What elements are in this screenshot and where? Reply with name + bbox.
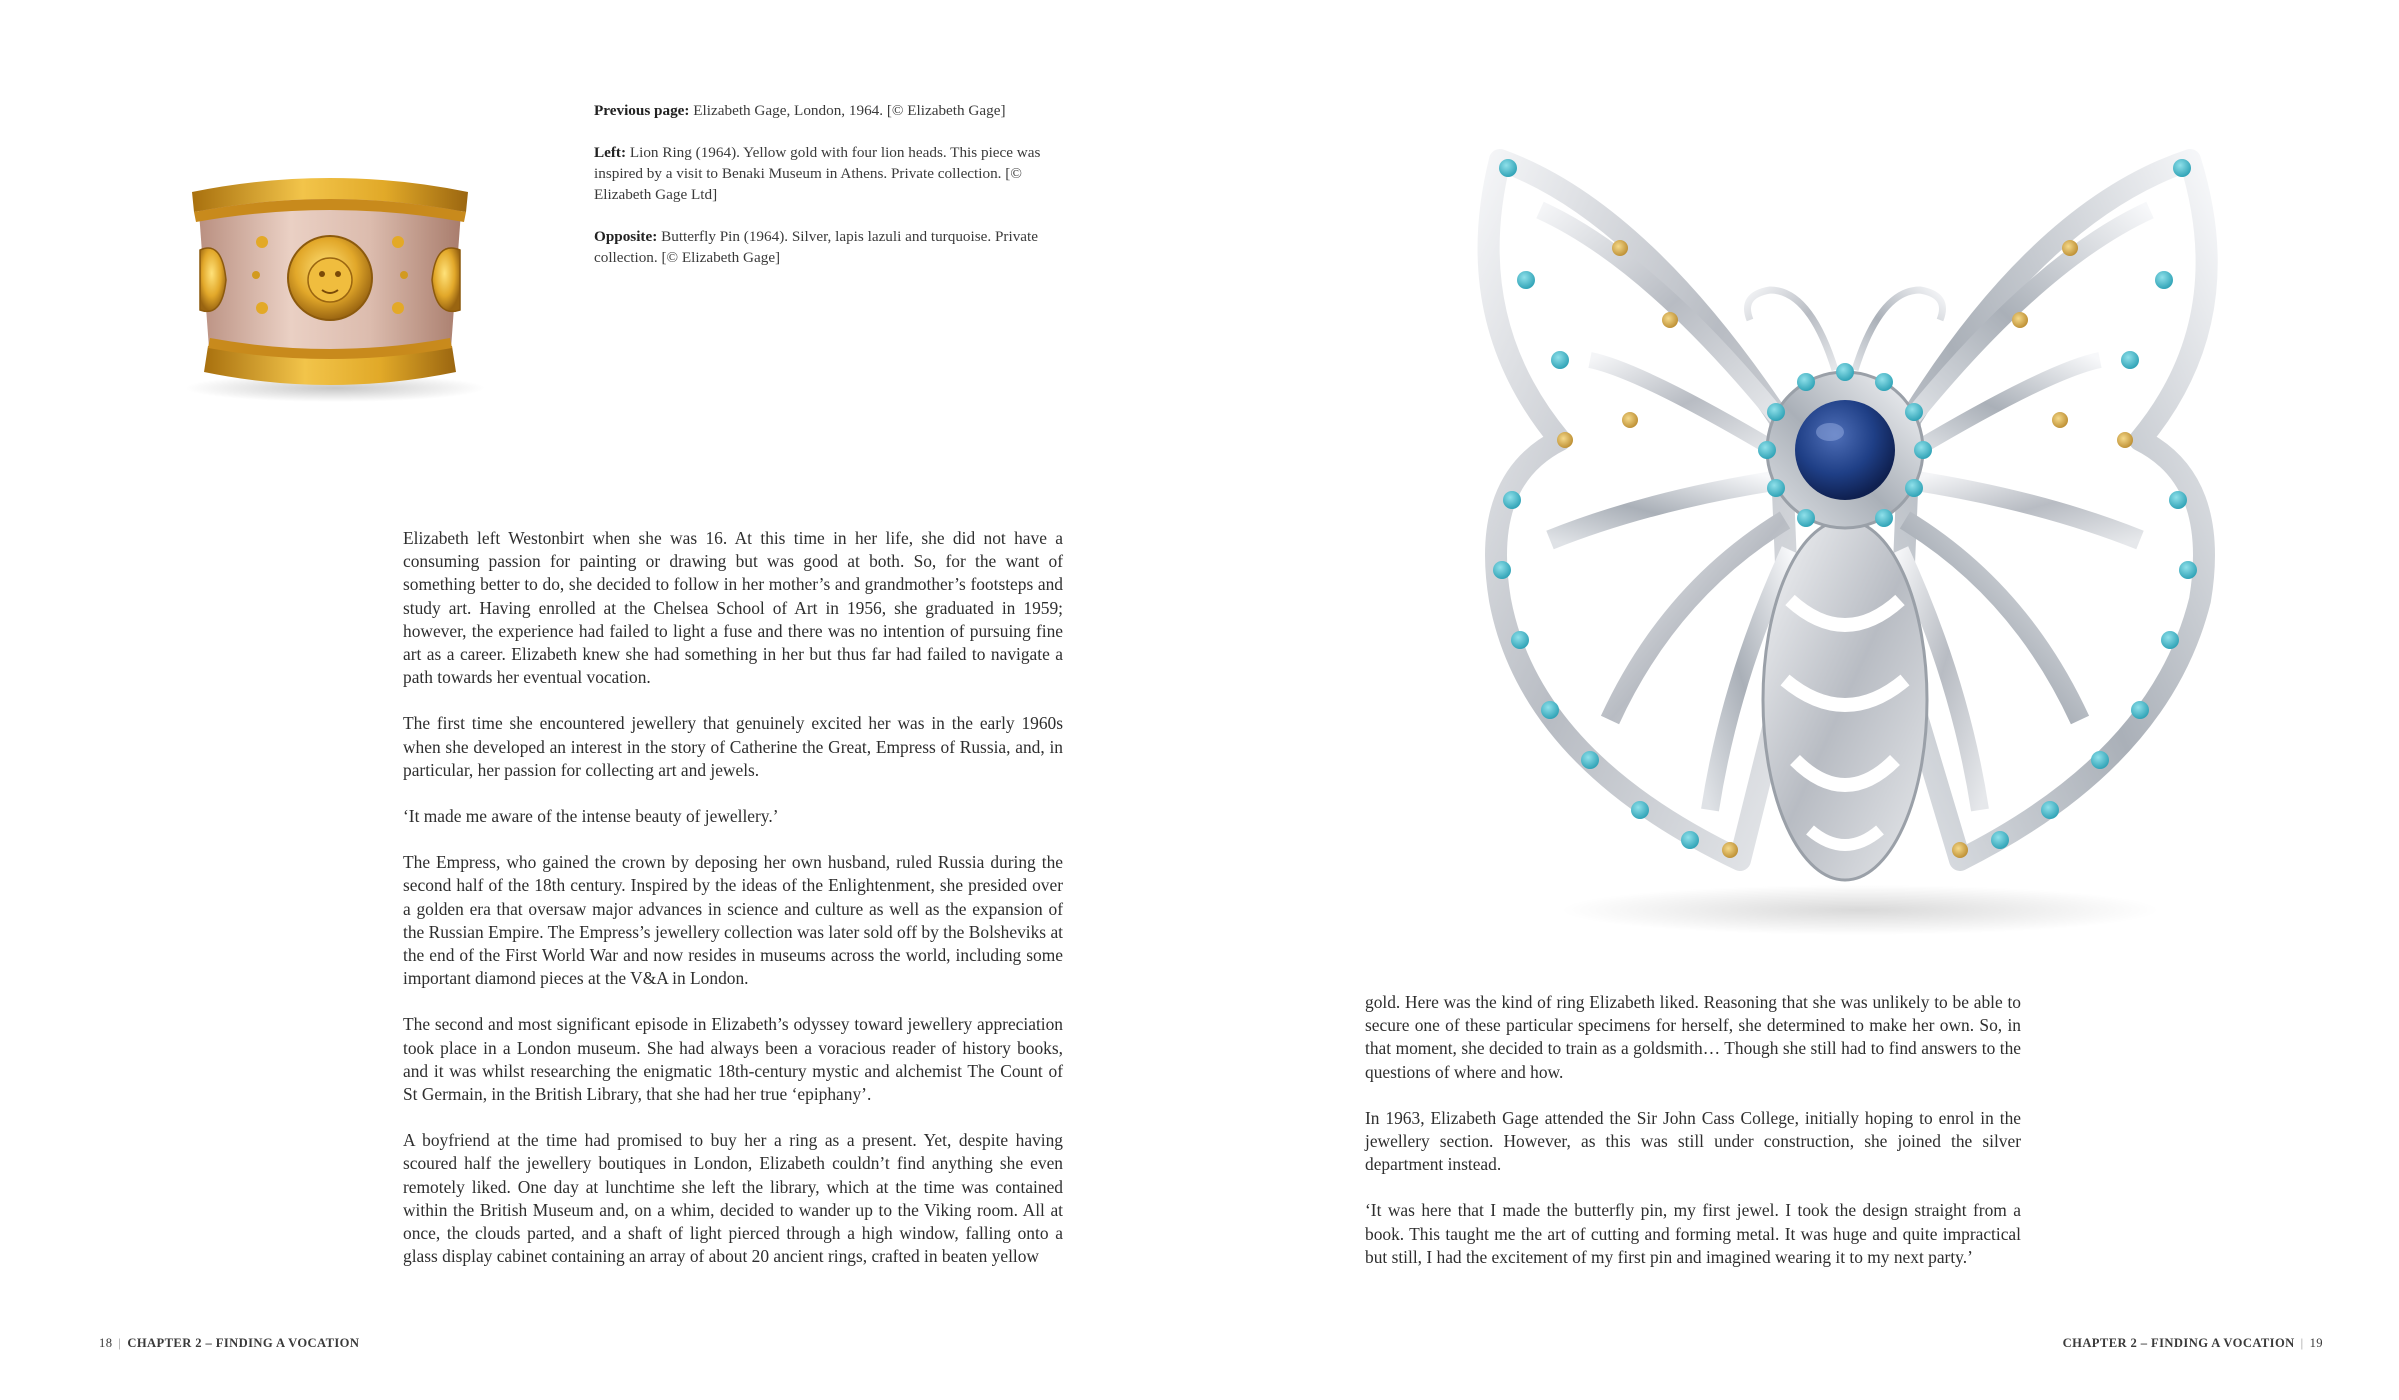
caption-label: Previous page: xyxy=(594,102,690,119)
paragraph: ‘It was here that I made the butterfly pin, my first jewel. I took the design straight from a book. This taught me the art of cutting and forming metal. It was huge and quite impractical but still, I had the excitement of my first pin and imagined wearing it to my next party.’ xyxy=(1365,1200,2021,1267)
right-body-text xyxy=(1365,991,2021,1269)
footer-separator: | xyxy=(118,1336,122,1350)
chapter-title: CHAPTER 2 – FINDING A VOCATION xyxy=(2062,1336,2295,1350)
page-number: 19 xyxy=(2309,1336,2323,1350)
chapter-title: CHAPTER 2 – FINDING A VOCATION xyxy=(127,1336,360,1350)
caption-text: Lion Ring (1964). Yellow gold with four lion heads. This piece was inspired by a visit to Benaki Museum in Athens. Private collection. [© Elizabeth Gage Ltd] xyxy=(594,144,1041,203)
page-number: 18 xyxy=(99,1336,113,1350)
footer-separator: | xyxy=(2300,1336,2304,1350)
caption-text: Elizabeth Gage, London, 1964. [© Elizabeth Gage] xyxy=(689,102,1006,119)
caption-opposite xyxy=(594,226,1044,268)
paragraph: In 1963, Elizabeth Gage attended the Sir John Cass College, initially hoping to enrol in the jewellery section. However, as this was still under construction, she joined the silver department instead. xyxy=(1365,1107,2021,1175)
caption-left xyxy=(594,142,1044,205)
right-footer xyxy=(2063,1336,2323,1351)
paragraph: ‘It made me aware of the intense beauty of jewellery.’ xyxy=(403,806,779,827)
caption-text: Butterfly Pin (1964). Silver, lapis lazuli and turquoise. Private collection. [© Elizabeth Gage] xyxy=(594,228,1038,266)
lion-ring-illustration xyxy=(170,140,490,410)
paragraph: The first time she encountered jewellery that genuinely excited her was in the early 1960s when she developed an interest in the story of Catherine the Great, Empress of Russia, and, in particular, her passion for collecting art and jewels. xyxy=(403,713,1063,780)
paragraph: The second and most significant episode in Elizabeth’s odyssey toward jewellery appreciation took place in a London museum. She had always been a voracious reader of history books, and it was whilst researching the enigmatic 18th-century mystic and alchemist The Count of St Germain, in the British Library, that she had her true ‘epiphany’. xyxy=(403,1014,1063,1105)
image-captions xyxy=(594,100,1044,289)
butterfly-pin-illustration xyxy=(1440,120,2250,960)
left-footer xyxy=(99,1336,359,1351)
paragraph: Elizabeth left Westonbirt when she was 16. At this time in her life, she did not have a consuming passion for painting or drawing but was good at both. So, for the want of something better to do, she decided to follow in her mother’s and grandmother’s footsteps and study art. Having enrolled at the Chelsea School of Art in 1956, she graduated in 1959; however, the experience had failed to light a fuse and there was no intention of pursuing fine art as a career. Elizabeth knew she had something in her but thus far had failed to navigate a path towards her eventual vocation. xyxy=(403,528,1063,688)
caption-label: Opposite: xyxy=(594,228,658,245)
paragraph: A boyfriend at the time had promised to buy her a ring as a present. Yet, despite having scoured half the jewellery boutiques in London, Elizabeth couldn’t find anything she even remotely liked. One day at lunchtime she left the library, which at the time was contained within the British Museum and, on a whim, decided to wander up to the Viking room. All at once, the clouds parted, and a shaft of light pierced through a high window, falling onto a glass display cabinet containing an array of about 20 ancient rings, crafted in beaten yellow xyxy=(403,1130,1063,1267)
butterfly-pin-image xyxy=(1440,120,2250,960)
paragraph: gold. Here was the kind of ring Elizabeth liked. Reasoning that she was unlikely to be able to secure one of these particular specimens for herself, she determined to make her own. So, in that moment, she decided to train as a goldsmith… Though she still had to find answers to the questions of where and how. xyxy=(1365,992,2021,1082)
paragraph: The Empress, who gained the crown by deposing her own husband, ruled Russia during the second half of the 18th century. Inspired by the ideas of the Enlightenment, she presided over a golden era that oversaw major advances in science and culture as well as the expansion of the Russian Empire. The Empress’s jewellery collection was later sold off by the Bolsheviks at the end of the First World War and now resides in museums across the world, including some important diamond pieces at the V&A in London. xyxy=(403,852,1063,989)
caption-previous-page xyxy=(594,100,1044,121)
lion-ring-image xyxy=(170,140,490,410)
caption-label: Left: xyxy=(594,144,627,161)
left-body-text xyxy=(403,527,1063,1268)
